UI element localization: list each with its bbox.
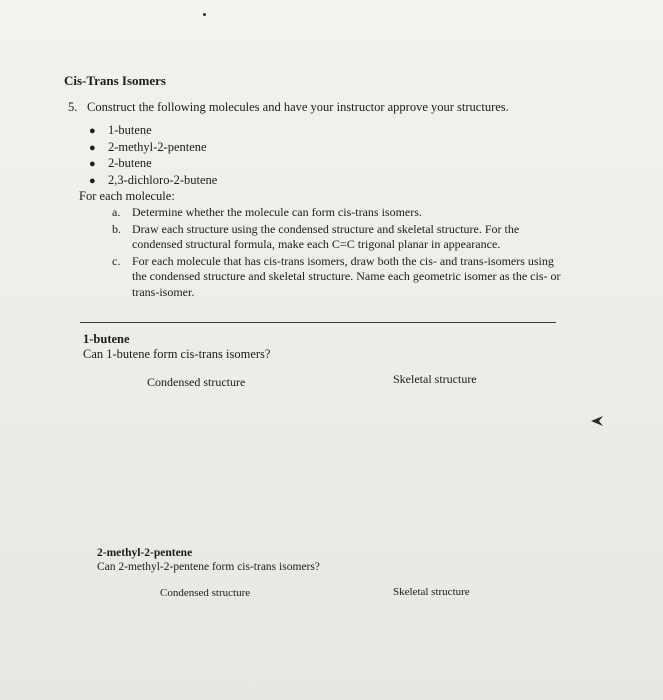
bullet-icon: ● [89, 141, 96, 154]
bullet-icon: ● [89, 174, 96, 187]
section2-skeletal-label: Skeletal structure [393, 586, 470, 598]
step-text: For each molecule that has cis-trans isomers, draw both the cis- and trans-isomers using the condensed structure and skeletal structure. Name each geometric isomer as the cis- or trans-isomer. [132, 253, 561, 299]
list-item [89, 139, 217, 156]
question-text: Construct the following molecules and have your instructor approve your structures. [87, 100, 509, 114]
list-item [89, 155, 217, 172]
molecule-name: 2-butene [108, 156, 152, 170]
molecule-name: 2,3-dichloro-2-butene [108, 172, 218, 187]
molecule-list [89, 122, 217, 188]
section1-condensed-label: Condensed structure [147, 375, 246, 389]
list-item [112, 254, 572, 301]
section2-title: 2-methyl-2-pentene [97, 547, 193, 559]
list-item [112, 222, 572, 253]
question-5 [68, 100, 509, 115]
question-number: 5. [68, 100, 78, 114]
for-each-label: For each molecule: [79, 189, 175, 203]
bullet-icon: ● [89, 158, 96, 170]
step-text: Determine whether the molecule can form cis-trans isomers. [132, 205, 422, 219]
page-title: Cis-Trans Isomers [64, 73, 166, 88]
list-item [112, 205, 572, 221]
instruction-steps [112, 205, 572, 301]
section2-question: Can 2-methyl-2-pentene form cis-trans isomers? [97, 561, 320, 573]
step-marker: a. [112, 205, 121, 219]
section-divider [80, 322, 556, 323]
molecule-name: 2-methyl-2-pentene [108, 139, 207, 154]
list-item [89, 172, 217, 189]
list-item [89, 122, 217, 139]
step-marker: b. [112, 221, 121, 236]
bullet-icon: ● [89, 125, 96, 137]
pointer-arrow-icon [591, 415, 603, 427]
molecule-name: 1-butene [108, 123, 152, 137]
paper-speck [203, 13, 206, 16]
step-text: Draw each structure using the condensed structure and skeletal structure. For the condensed structural formula, make each C=C trigonal planar in appearance. [132, 221, 520, 251]
section1-question: Can 1-butene form cis-trans isomers? [83, 347, 271, 361]
section2-condensed-label: Condensed structure [160, 587, 251, 599]
step-marker: c. [112, 253, 121, 268]
section1-title: 1-butene [83, 332, 130, 346]
section1-skeletal-label: Skeletal structure [393, 372, 477, 386]
